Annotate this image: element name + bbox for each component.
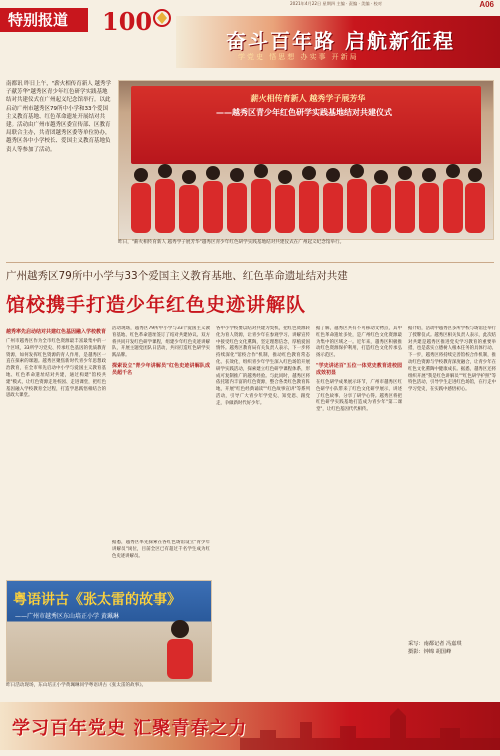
article-column-3: [216, 326, 310, 756]
backdrop-title: 薪火相传育新人 越秀学子展芳华: [250, 94, 366, 103]
section-heading: "学史讲述百"五位一体党史教育进校园成效初显: [316, 362, 402, 376]
footer-slogan: 学习百年党史 汇聚青春之力: [12, 718, 248, 739]
svg-text:100: 100: [102, 7, 153, 36]
page-number: A06: [479, 0, 494, 9]
intro-paragraph: 南都讯 昨日上午，"薪火相传育新人 越秀学子献芳华"越秀区青少年红色研学实践基地结对共建仪式在广州起义纪念馆举行。以此启动广州市越秀区79所中小学和33个爱国主义教育基地、红色革命遗址开展结对共建。活动由广州市越秀区委宣传部、区教育局联合主办，共青团越秀区委等单位协办，越秀区各中小学校长、爱国主义教育基地负责人等参加了活动。: [6, 81, 112, 153]
section-heading: 越秀率先启动结对共建红色基因融入学校教育: [6, 329, 106, 335]
article-column-2: [112, 326, 210, 514]
issue-info: 2021年4月22日 星期四 主编 · 责编 · 美编 · 校对: [290, 1, 382, 6]
backdrop-subtitle: ——越秀区青少年红色研学实践基地结对共建仪式: [216, 108, 392, 117]
article-column-2b: [112, 540, 210, 582]
article-headline: 馆校携手打造少年红色史迹讲解队: [6, 294, 307, 316]
crowd-figures: [125, 153, 487, 233]
article-subhead: 广州越秀区79所中小学与33个爱国主义教育基地、红色革命遗址结对共建: [6, 270, 348, 282]
storytelling-photo: [6, 580, 212, 682]
column-text: 活动现场，越秀区79所中小学与33个爱国主义教育基地、红色革命遗址签订了结对共建协议。双方将共同开发红色研学课程，组建少年红色史迹讲解队，开展主题党团队日活动，共同打造红色研学实践品牌。: [112, 326, 210, 359]
column-text: 据悉，越秀区率先探索在各红色场馆设立"青少年讲解员"岗位，目前全区已有超过千名学生成为红色史迹讲解员。: [112, 540, 210, 559]
column-text: 在红色研学成果展示环节，广州市越秀区红色研学小队带来了红色文化研学展示，讲述了红色故事、分享了研学心得。越秀区将把红色研学实践基地打造成为青少年"第二课堂"，让红色基因代代相传。: [316, 379, 402, 413]
article-column-1: [6, 326, 106, 516]
article-column-5: [408, 326, 496, 636]
main-photo-caption: 昨日，"薪火相传育新人 越秀学子展芳华"越秀区青少年红色研学实践基地结对共建仪式在广州起义纪念馆举行。: [118, 240, 345, 245]
screen-title: 粤语讲古《张太雷的故事》: [13, 592, 181, 608]
column-text: 广州市越秀区作为全市红色资源最丰富最集中的一个区域，33所学习党史、传承红色基因的优质教育资源，如何发挥红色资源的育人作用，是越秀区一直在探索的课题。越秀区聚焦新时代青少年思想政治教育，在全市率先启动中小学与爱国主义教育基地、红色革命遗址结对共建，通过构建"馆校共建"模式，让红色资源走进校园、走进课堂，把红色基因融入学校教育全过程，打造学思践悟相结合的思政大课堂。: [6, 339, 106, 399]
banner-subtitle: 学党史 悟思想 办实事 开新局: [238, 53, 359, 61]
section-heading: 探索设立"青少年讲解员"红色史迹讲解队成员超千名: [112, 362, 210, 376]
divider: [6, 262, 494, 263]
byline-credit: 采写：南都记者 冯嘉琪 摄影：钟锦 胡国峰: [408, 641, 462, 655]
footer-skyline-icon: [240, 704, 500, 750]
banner-title: 奋斗百年路 启航新征程: [226, 29, 455, 53]
main-photo: [118, 80, 494, 240]
screen-subtitle: ——广州市越秀区东山培正小学 黄珮琳: [15, 613, 119, 620]
article-column-4: [316, 326, 402, 756]
column-text: 据了解，越秀区共有不可移动文物点，其中红色革命遗址多处，是广州红色文化资源最为集中的区域之一。近年来，越秀区积极推动红色资源保护利用，打造红色文化传承弘扬示范区。: [316, 326, 402, 359]
speaker-figure: [157, 615, 203, 679]
column-text: 各中小学校要以结对共建为契机，把红色资源转化为育人资源，让青少年在参观学习、讲解宣传中接受红色文化熏陶，坚定理想信念，厚植爱国情怀。越秀区教育局有关负责人表示，下一步将持续深化"馆校合作"机制，推动红色教育常态化、长效化，组织青少年学生深入红色场馆开展研学实践活动，探索建立红色研学课程体系，形成可复制推广的越秀经验。与此同时，越秀区将依托辖内丰富的红色资源，整合各类红色教育阵地，开展"红色经典诵读""红色故事宣讲"等系列活动，引导广大青少年学党史、知党恩、跟党走，争做新时代好少年。: [216, 326, 310, 406]
centenary-logo-icon: [100, 6, 174, 36]
storytelling-photo-caption: 昨日活动现场，东山培正小学黄珮琳同学粤语讲古《张太雷的故事》。: [6, 683, 147, 688]
column-text: 据介绍，活动中越秀区多所学校与场馆还举行了授牌仪式。越秀区相关负责人表示，此次结对共建是越秀区推进党史学习教育的重要举措，也是落实立德树人根本任务的具体行动。下一步，越秀区将持续完善馆校合作机制，推动红色资源与学校教育深度融合，让青少年在红色文化熏陶中健康成长。据悉，越秀区还将组织开展"我是红色讲解员""红色研学护照"等特色活动，引导学生走进红色场馆，在行走中学习党史，在实践中感悟初心。: [408, 326, 496, 393]
section-tag: 特别报道: [0, 8, 88, 32]
